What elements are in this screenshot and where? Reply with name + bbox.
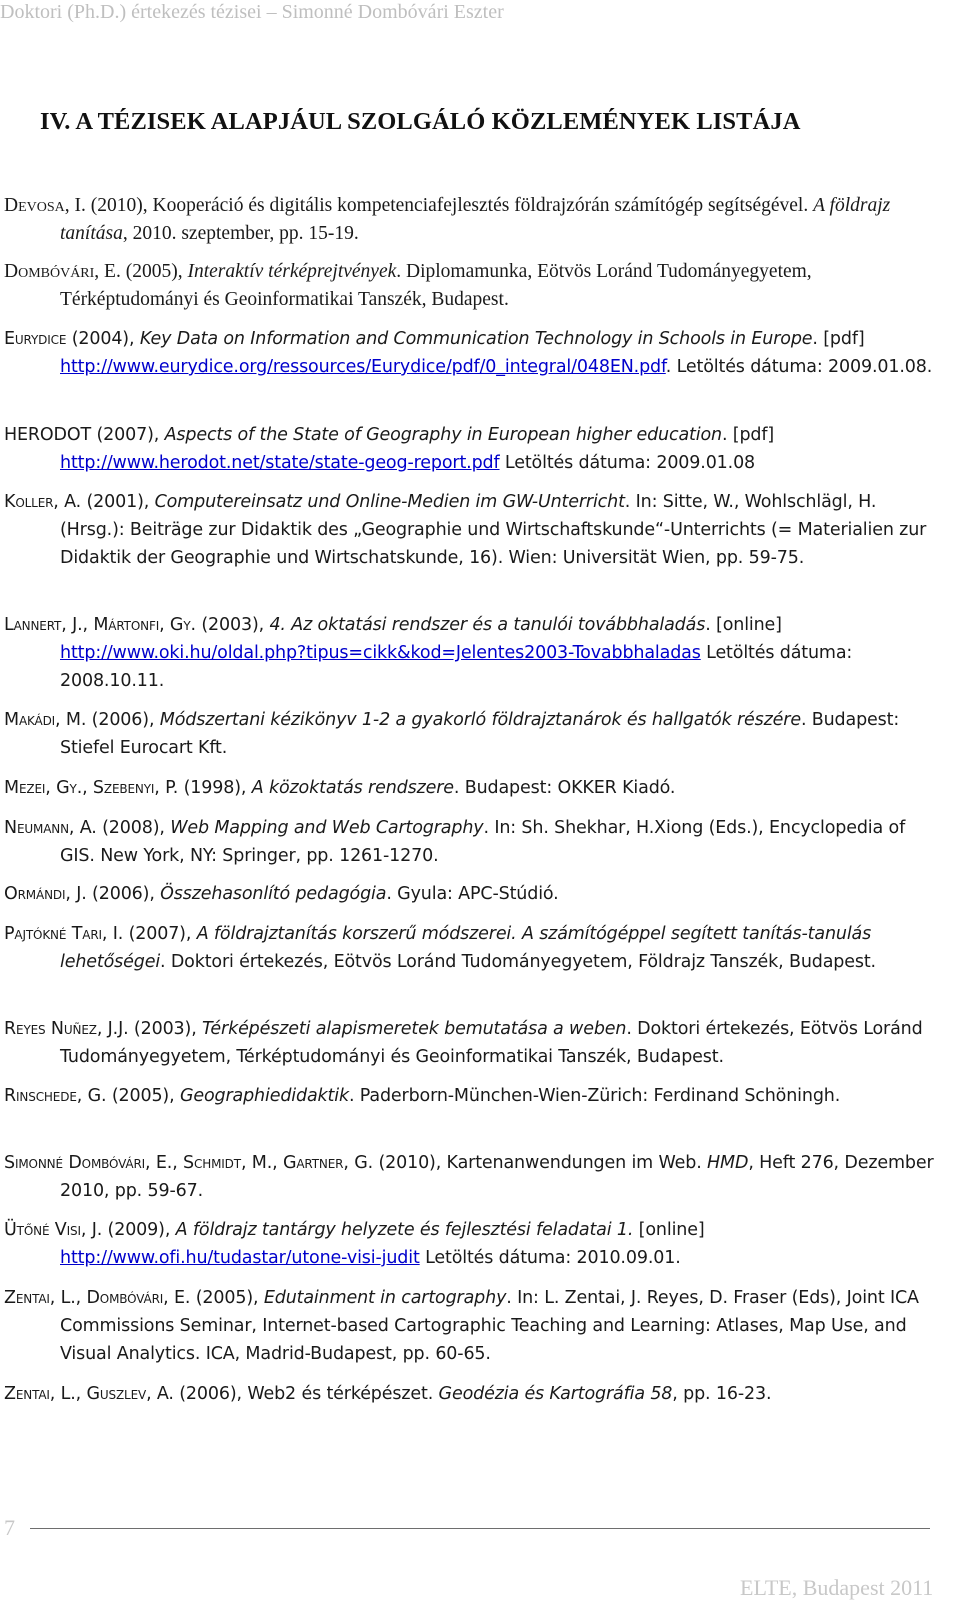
section-title: IV. A TÉZISEK ALAPJÁUL SZOLGÁLÓ KÖZLEMÉNYEK LISTÁJA xyxy=(40,108,801,135)
reference-title: A földrajztanítás korszerű módszerei. A számítógéppel segített tanítás-tanulás lehetőségei xyxy=(60,924,872,972)
reference-item: Dombóvári, E. (2005), Interaktív térképrejtvények. Diplomamunka, Eötvös Loránd Tudományegyetem, Térképtudományi és Geoinformatikai Tanszék, Budapest. xyxy=(4,261,812,310)
reference-author: Neumann, A. xyxy=(4,818,97,838)
reference-item: Pajtókné Tari, I. (2007), A földrajztanítás korszerű módszerei. A számítógéppel segített tanítás-tanulás lehetőségei. Doktori értekezés, Eötvös Loránd Tudományegyetem, Földrajz Tanszék, Budapest. xyxy=(4,924,876,972)
reference-item: Ormándi, J. (2006), Összehasonlító pedagógia. Gyula: APC-Stúdió. xyxy=(4,884,559,904)
reference-item: Zentai, L., Dombóvári, E. (2005), Edutainment in cartography. In: L. Zentai, J. Reyes, D. Fraser (Eds), Joint ICA Commissions Seminar, Internet-based Cartographic Teaching and Learning: Atlases, Map Use, and Visual Analytics. ICA, Madrid-Budapest, pp. 60-65. xyxy=(4,1288,919,1364)
footer-divider xyxy=(30,1528,930,1529)
reference-author: Makádi, M. xyxy=(4,710,87,730)
reference-title: Geographiedidaktik xyxy=(179,1086,349,1106)
reference-author: Lannert, J., Mártonfi, Gy. xyxy=(4,615,196,635)
reference-author: Devosa, I. xyxy=(4,195,86,216)
reference-title: Összehasonlító pedagógia xyxy=(160,884,387,904)
reference-item: Ütőné Visi, J. (2009), A földrajz tantárgy helyzete és fejlesztési feladatai 1. [online] http://www.ofi.hu/tudastar/utone-visi-judit Letöltés dátuma: 2010.09.01. xyxy=(4,1220,705,1268)
reference-link[interactable]: http://www.eurydice.org/ressources/Eurydice/pdf/0_integral/048EN.pdf xyxy=(60,357,666,377)
reference-item: Koller, A. (2001), Computereinsatz und Online-Medien im GW-Unterricht. In: Sitte, W., Wohlschlägl, H. (Hrsg.): Beiträge zur Didaktik des „Geographie und Wirtschaftskunde“-Unterrichts (= Materialien zur Didaktik der Geographie und Wirtschatskunde, 16). Wien: Universität Wien, pp. 59-75. xyxy=(4,492,927,568)
reference-title: A földrajz tantárgy helyzete és fejlesztési feladatai 1. xyxy=(175,1220,634,1240)
reference-author: Koller, A. xyxy=(4,492,82,512)
reference-author: Pajtókné Tari, I. xyxy=(4,924,124,944)
reference-title: A közoktatás rendszere xyxy=(251,778,454,798)
running-header: Doktori (Ph.D.) értekezés tézisei – Simonné Dombóvári Eszter xyxy=(0,1,504,23)
reference-author: Rinschede, G. xyxy=(4,1086,107,1106)
page-number: 7 xyxy=(4,1515,15,1540)
reference-title: Geodézia és Kartográfia 58 xyxy=(438,1384,673,1404)
reference-title: Módszertani kézikönyv 1-2 a gyakorló földrajztanárok és hallgatók részére xyxy=(159,710,801,730)
reference-author: Simonné Dombóvári, E., Schmidt, M., Gartner, G. xyxy=(4,1153,374,1173)
reference-item: Makádi, M. (2006), Módszertani kézikönyv 1-2 a gyakorló földrajztanárok és hallgatók részére. Budapest: Stiefel Eurocart Kft. xyxy=(4,710,900,758)
footer-institution: ELTE, Budapest 2011 xyxy=(740,1575,934,1600)
reference-author: Eurydice xyxy=(4,329,67,349)
reference-title: Aspects of the State of Geography in European higher education xyxy=(164,425,722,445)
reference-author: Mezei, Gy., Szebenyi, P. xyxy=(4,778,179,798)
reference-author: HERODOT xyxy=(4,425,92,445)
reference-author: Reyes Nuñez, J.J. xyxy=(4,1019,129,1039)
reference-item: Rinschede, G. (2005), Geographiedidaktik. Paderborn-München-Wien-Zürich: Ferdinand Schöningh. xyxy=(4,1086,841,1106)
reference-item: Eurydice (2004), Key Data on Information and Communication Technology in Schools in Europe. [pdf] http://www.eurydice.org/ressources/Eurydice/pdf/0_integral/048EN.pdf. Letöltés dátuma: 2009.01.08. xyxy=(4,329,933,377)
reference-item: Neumann, A. (2008), Web Mapping and Web Cartography. In: Sh. Shekhar, H.Xiong (Eds.), Encyclopedia of GIS. New York, NY: Springer, pp. 1261-1270. xyxy=(4,818,906,866)
reference-title: Interaktív térképrejtvények xyxy=(187,261,397,282)
reference-author: Ütőné Visi, J. xyxy=(4,1220,103,1240)
reference-title: Edutainment in cartography xyxy=(263,1288,507,1308)
reference-item: Reyes Nuñez, J.J. (2003), Térképészeti alapismeretek bemutatása a weben. Doktori értekezés, Eötvös Loránd Tudományegyetem, Térképtudományi és Geoinformatikai Tanszék, Budapest. xyxy=(4,1019,923,1067)
reference-link[interactable]: http://www.ofi.hu/tudastar/utone-visi-judit xyxy=(60,1248,420,1268)
reference-link[interactable]: http://www.herodot.net/state/state-geog-report.pdf xyxy=(60,453,500,473)
reference-title: A földrajz tanítása xyxy=(60,195,891,244)
reference-item: Lannert, J., Mártonfi, Gy. (2003), 4. Az oktatási rendszer és a tanulói továbbhaladás. [online] http://www.oki.hu/oldal.php?tipus=cikk&kod=Jelentes2003-Tovabbhaladas Letöltés dátuma: 2008.10.11. xyxy=(4,615,853,691)
reference-item: Zentai, L., Guszlev, A. (2006), Web2 és térképészet. Geodézia és Kartográfia 58, pp. 16-23. xyxy=(4,1384,772,1404)
reference-author: Zentai, L., Dombóvári, E. xyxy=(4,1288,191,1308)
reference-author: Dombóvári, E. xyxy=(4,261,121,282)
reference-title: 4. Az oktatási rendszer és a tanulói továbbhaladás xyxy=(269,615,706,635)
reference-author: Zentai, L., Guszlev, A. xyxy=(4,1384,174,1404)
reference-item: Simonné Dombóvári, E., Schmidt, M., Gartner, G. (2010), Kartenanwendungen im Web. HMD, Heft 276, Dezember 2010, pp. 59-67. xyxy=(4,1153,934,1201)
reference-title: HMD xyxy=(707,1153,749,1173)
reference-title: Web Mapping and Web Cartography xyxy=(170,818,484,838)
reference-title: Computereinsatz und Online-Medien im GW-Unterricht xyxy=(154,492,625,512)
reference-item: Mezei, Gy., Szebenyi, P. (1998), A közoktatás rendszere. Budapest: OKKER Kiadó. xyxy=(4,778,676,798)
reference-item: HERODOT (2007), Aspects of the State of Geography in European higher education. [pdf] http://www.herodot.net/state/state-geog-report.pdf Letöltés dátuma: 2009.01.08 xyxy=(4,425,775,473)
reference-title: Térképészeti alapismeretek bemutatása a weben xyxy=(202,1019,627,1039)
reference-item: Devosa, I. (2010), Kooperáció és digitális kompetenciafejlesztés földrajzórán számítógép segítségével. A földrajz tanítása, 2010. szeptember, pp. 15-19. xyxy=(4,195,891,244)
reference-link[interactable]: http://www.oki.hu/oldal.php?tipus=cikk&kod=Jelentes2003-Tovabbhaladas xyxy=(60,643,701,663)
reference-title: Key Data on Information and Communication Technology in Schools in Europe xyxy=(139,329,813,349)
reference-author: Ormándi, J. xyxy=(4,884,87,904)
